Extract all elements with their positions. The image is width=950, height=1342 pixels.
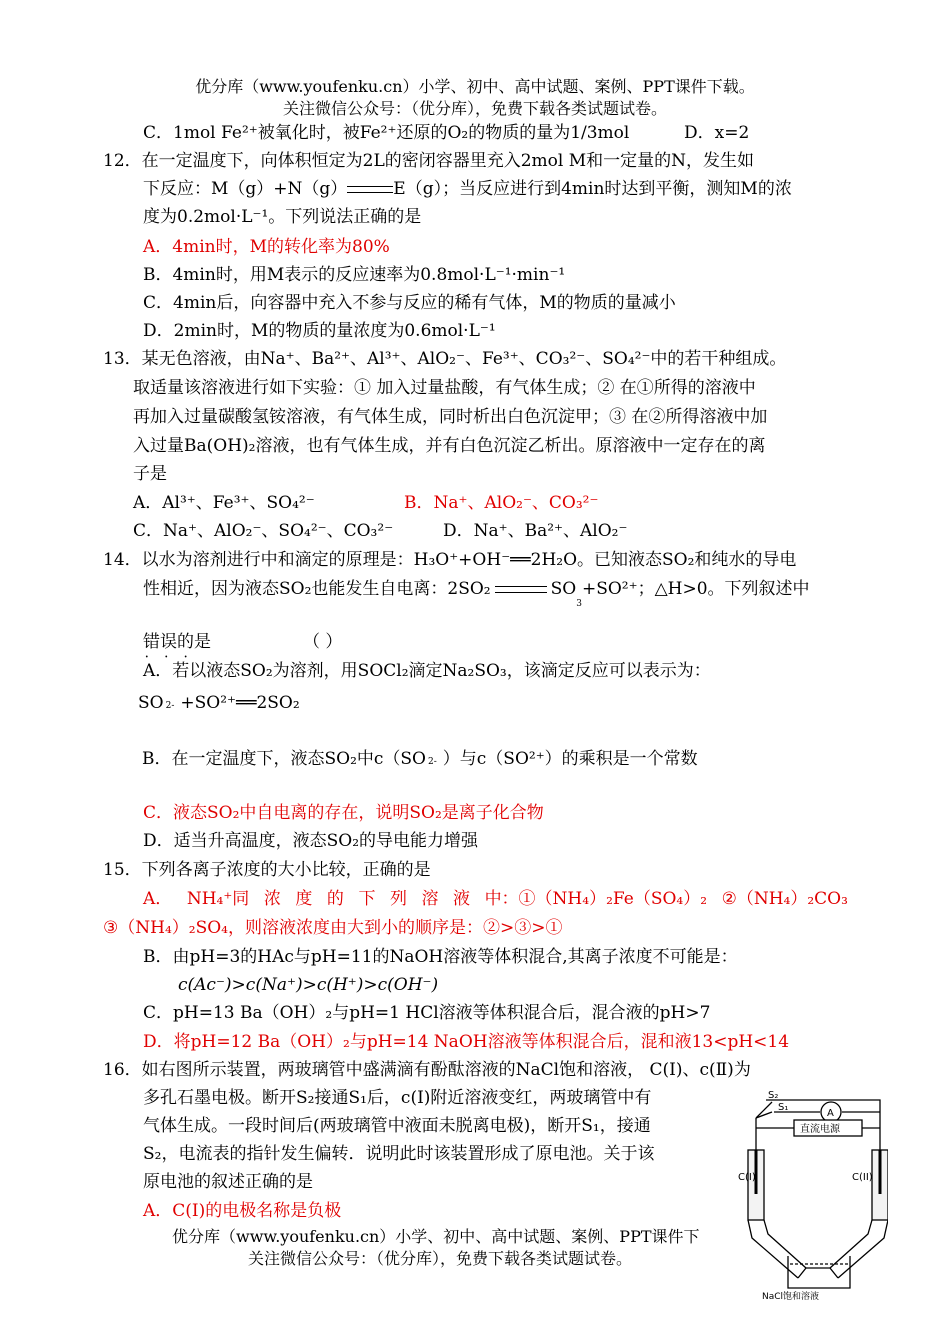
q13-stem-line-1: 13．某无色溶液，由Na⁺、Ba²⁺、Al³⁺、AlO₂⁻、Fe³⁺、CO₃²⁻、SO₄²⁻中的若干种组成。 <box>103 349 787 369</box>
switch-s2-label: S₂ <box>768 1090 779 1101</box>
q14-stem-tail: +SO²⁺；△H>0。下列叙述中 <box>581 579 810 599</box>
q15-option-d: D．将pH=12 Ba（OH）₂与pH=14 NaOH溶液等体积混合后，混和液13<pH<14 <box>143 1032 790 1052</box>
answer-blank: （ ） <box>303 632 343 652</box>
q13-option-a: A．Al³⁺、Fe³⁺、SO₄²⁻ <box>133 493 315 513</box>
q12-option-a: A．4min时，M的转化率为80% <box>143 237 390 257</box>
q13-option-b: B．Na⁺、AlO₂⁻、CO₃²⁻ <box>404 493 599 513</box>
q15-option-b: B．由pH=3的HAc与pH=11的NaOH溶液等体积混合,其离子浓度不可能是： <box>143 947 738 967</box>
q15-option-b-expression: c(Ac⁻)>c(Na⁺)>c(H⁺)>c(OH⁻) <box>178 975 439 995</box>
footer-line-1: 优分库（www.youfenku.cn）小学、初中、高中试题、案例、PPT课件下 <box>172 1227 700 1246</box>
figure-caption: NaCl饱和溶液 <box>762 1292 820 1300</box>
q14-stem-text: 的是 <box>177 632 211 652</box>
q12-stem-line-3: 度为0.2mol·L⁻¹。下列说法正确的是 <box>143 207 422 227</box>
q11-option-d: D．x=2 <box>684 123 750 143</box>
q13-stem-line-2: 取适量该溶液进行如下实验：① 加入过量盐酸，有气体生成；② 在①所得的溶液中 <box>133 378 756 398</box>
q15-a-seg: 度 <box>295 889 313 909</box>
q16-stem-line-2: 多孔石墨电极。断开S₂接通S₁后，c(I)附近溶液变红，两玻璃管中有 <box>143 1088 652 1108</box>
q16-stem-line-5: 原电池的叙述正确的是 <box>143 1172 313 1192</box>
q12-reactants: 下反应：M（g）+N（g） <box>143 179 348 199</box>
q12-products: E（g）；当反应进行到4min时达到平衡，测知M的浓 <box>393 179 792 199</box>
reversible-arrow-icon <box>495 583 547 597</box>
q15-a-seg: 中：①（NH₄）₂Fe（SO₄）₂ <box>484 889 708 909</box>
switch-s1-label: S₁ <box>778 1102 789 1113</box>
q14-eq-charge: 2- <box>165 701 175 711</box>
q15-a-seg: 浓 <box>263 889 281 909</box>
q14-option-c: C．液态SO₂中自电离的存在，说明SO₂是离子化合物 <box>143 803 544 823</box>
q16-stem-line-3: 气体生成。一段时间后(两玻璃管中液面未脱离电极)，断开S₁，接通 <box>143 1116 651 1136</box>
right-glass-tube <box>830 1150 888 1278</box>
q15-a-seg: NH₄⁺同 <box>186 889 250 909</box>
header-line-2: 关注微信公众号：（优分库），免费下载各类试题试卷。 <box>282 99 667 118</box>
q15-option-a-line-1 <box>143 888 848 910</box>
q12-option-d: D．2min时，M的物质的量浓度为0.6mol·L⁻¹ <box>143 321 496 341</box>
q14-stem-line-2 <box>143 578 810 609</box>
q14-option-b-end: ）与c（SO²⁺）的乘积是一个常数 <box>442 749 698 769</box>
q15-stem: 15．下列各离子浓度的大小比较，正确的是 <box>103 860 431 880</box>
q12-option-b: B．4min时，用M表示的反应速率为0.8mol·L⁻¹·min⁻¹ <box>143 265 566 285</box>
q16-stem-line-4: S₂，电流表的指针发生偏转．说明此时该装置形成了原电池。关于该 <box>143 1144 655 1164</box>
q12-stem-line-1: 12．在一定温度下，向体积恒定为2L的密闭容器里充入2mol M和一定量的N，发生如 <box>103 151 755 171</box>
q14-sulfite: SO <box>550 579 577 599</box>
q12-stem-line-2 <box>143 178 792 200</box>
q14-option-d: D．适当升高温度，液态SO₂的导电能力增强 <box>143 831 479 851</box>
right-electrode-label: C(II) <box>852 1172 873 1183</box>
q16-stem-line-1: 16．如右图所示装置，两玻璃管中盛满滴有酚酞溶液的NaCl饱和溶液， C(Ⅰ)、c(Ⅱ)为 <box>103 1060 751 1080</box>
q14-eq-rest: +SO²⁺══2SO₂ <box>180 693 300 713</box>
q14-option-a-equation <box>138 692 300 717</box>
left-electrode-label: C(I) <box>738 1172 756 1183</box>
q14-option-b-start: B．在一定温度下，液态SO₂中c（SO <box>142 749 426 769</box>
q16-option-a: A．C(I)的电极名称是负极 <box>143 1201 342 1221</box>
q15-a-seg: 溶 <box>421 889 439 909</box>
header-line-1: 优分库（www.youfenku.cn）小学、初中、高中试题、案例、PPT课件下载。 <box>195 77 755 96</box>
q15-option-c: C．pH=13 Ba（OH）₂与pH=1 HCl溶液等体积混合后，混合液的pH>7 <box>143 1003 711 1023</box>
q15-a-seg: 的 <box>326 889 344 909</box>
q13-stem-line-3: 再加入过量碳酸氢铵溶液，有气体生成，同时析出白色沉淀甲；③ 在②所得溶液中加 <box>133 407 768 427</box>
footer-line-2: 关注微信公众号：（优分库），免费下载各类试题试卷。 <box>248 1249 633 1268</box>
q14-eq-sulfite: SO <box>138 693 164 713</box>
q13-stem-line-5: 子是 <box>133 464 167 484</box>
q14-option-a: A．若以液态SO₂为溶剂，用SOCl₂滴定Na₂SO₃，该滴定反应可以表示为： <box>143 661 711 681</box>
q14-self-ionization: 性相近，因为液态SO₂也能发生自电离：2SO₂ <box>143 579 491 599</box>
q14-option-b-charge: 2- <box>428 757 437 767</box>
q13-option-d: D．Na⁺、Ba²⁺、AlO₂⁻ <box>443 521 628 541</box>
q11-option-c: C．1mol Fe²⁺被氧化时，被Fe²⁺还原的O₂的物质的量为1/3mol <box>143 123 630 143</box>
q15-a-seg: 液 <box>453 889 471 909</box>
q12-option-c: C．4min后，向容器中充入不参与反应的稀有气体，M的物质的量减小 <box>143 293 676 313</box>
q14-stem-line-1: 14．以水为溶剂进行中和滴定的原理是：H₃O⁺+OH⁻══2H₂O。已知液态SO₂和纯水的导电 <box>103 550 797 570</box>
q14-option-b <box>142 748 698 773</box>
electrolysis-apparatus-figure <box>738 1088 888 1300</box>
left-glass-tube <box>748 1150 806 1278</box>
q13-option-c: C．Na⁺、AlO₂⁻、SO₄²⁻、CO₃²⁻ <box>133 521 394 541</box>
q13-stem-line-4: 入过量Ba(OH)₂溶液，也有气体生成，并有白色沉淀乙析出。原溶液中一定存在的离 <box>133 436 766 456</box>
q15-a-seg: A． <box>143 889 173 909</box>
ammeter-label: A <box>827 1108 834 1119</box>
dc-power-label: 直流电源 <box>800 1124 840 1135</box>
q14-subscript: 3 <box>576 599 582 609</box>
reversible-arrow-icon <box>347 183 393 197</box>
q14-stem-line-3 <box>143 631 342 653</box>
q15-a-seg: ②（NH₄）₂CO₃ <box>721 889 848 909</box>
q15-a-seg: 下 <box>358 889 376 909</box>
q15-a-seg: 列 <box>389 889 407 909</box>
q15-option-a-line-2: ③（NH₄）₂SO₄，则溶液浓度由大到小的顺序是：②>③>① <box>103 918 563 938</box>
q14-emphasis-error: 错误 • • • <box>143 632 177 652</box>
